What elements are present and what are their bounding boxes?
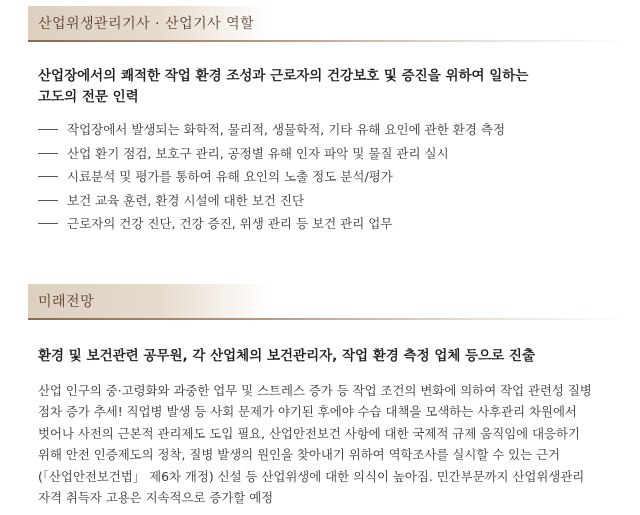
paragraph-line: (「산업안전보건법」 제6차 개정) 신설 등 산업위생에 대한 의식이 높아짐. 민간부문까지 산업위생관리 [38, 468, 585, 484]
role-heading-line: 산업장에서의 쾌적한 작업 환경 조성과 근로자의 건강보호 및 증진을 위하여 일하는 [38, 68, 529, 84]
list-item [38, 214, 505, 238]
list-item [38, 167, 505, 191]
role-heading [38, 66, 618, 108]
section-divider [28, 318, 628, 320]
paragraph-line: 자격 취득자 고용은 지속적으로 증가할 예정 [38, 490, 274, 506]
bullet-text: 근로자의 건강 진단, 건강 증진, 위생 관리 등 보건 관리 업무 [67, 216, 393, 231]
outlook-paragraph [38, 380, 618, 508]
role-heading-line: 고도의 전문 인력 [38, 89, 139, 105]
bullet-text: 작업장에서 발생되는 화학적, 물리적, 생물학적, 기타 유해 요인에 관한 환경 측정 [67, 122, 506, 137]
paragraph-line: 산업 인구의 중·고령화와 과중한 업무 및 스트레스 증가 등 작업 조건의 변화에 의하여 작업 관련성 질병 [38, 383, 592, 398]
list-item [38, 191, 505, 215]
section-title-outlook: 미래전망 [38, 294, 95, 310]
list-item [38, 120, 505, 144]
dash-icon [38, 176, 58, 177]
dash-icon [38, 200, 58, 201]
bullet-text: 시료분석 및 평가를 통하여 유해 요인의 노출 정도 분석/평가 [67, 169, 393, 184]
paragraph-line: 위해 안전 인증제도의 정착, 질병 발생의 원인을 찾아내기 위하여 역학조사를 실시할 수 있는 근거 [38, 447, 560, 463]
list-item [38, 144, 505, 168]
section-title-role: 산업위생관리기사 · 산업기사 역할 [38, 16, 255, 32]
outlook-heading: 환경 및 보건관련 공무원, 각 산업체의 보건관리자, 작업 환경 측정 업체 등으로 진출 [38, 348, 536, 364]
paragraph-line: 점차 증가 추세! 직업병 발생 등 사회 문제가 야기된 후에야 수습 대책을 모색하는 사후관리 차원에서 [38, 404, 577, 420]
section-banner-outlook [28, 284, 268, 318]
section-divider [28, 40, 628, 42]
paragraph-line: 벗어나 사전의 근본적 관리제도 도입 필요, 산업안전보건 사항에 대한 국제적 규제 움직임에 대응하기 [38, 425, 580, 441]
dash-icon [38, 129, 58, 130]
section-banner-role [28, 6, 268, 40]
dash-icon [38, 223, 58, 224]
bullet-text: 산업 환기 점검, 보호구 관리, 공정별 유해 인자 파악 및 물질 관리 실시 [67, 145, 449, 161]
dash-icon [38, 153, 58, 154]
role-bullet-list [38, 120, 505, 238]
bullet-text: 보건 교육 훈련, 환경 시설에 대한 보건 진단 [67, 192, 305, 208]
